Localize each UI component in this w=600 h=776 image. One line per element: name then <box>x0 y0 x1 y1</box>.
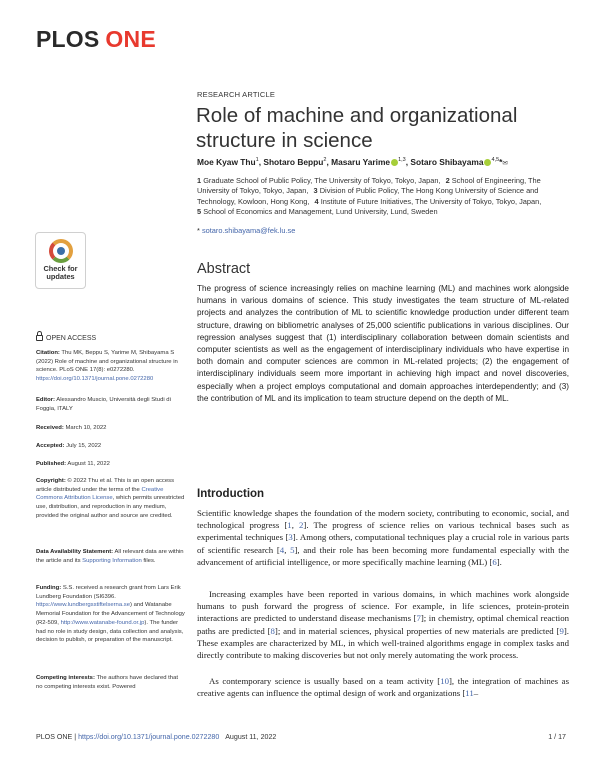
accepted-date: Accepted: July 15, 2022 <box>36 443 102 449</box>
competing-interests: Competing interests: The authors have declared that no competing interests exist. Powered <box>36 675 178 690</box>
copyright: Copyright: © 2022 Thu et al. This is an open access article distributed under the terms of the Creative Commons Attribution License, which permits unrestricted use, distribution, and reproduction in any medium, provided the original author and source are credited. <box>36 478 185 519</box>
crossmark-icon <box>49 239 73 263</box>
citation: Citation: Thu MK, Beppu S, Yarime M, Shibayama S (2022) Role of machine and organizational structure in science. PLoS ONE 17(8): e0272280. https://doi.org/10.1371/journal.pone.0272280 <box>36 350 178 383</box>
badge-label-1: Check for <box>43 264 78 273</box>
citation-doi-link[interactable]: https://doi.org/10.1371/journal.pone.0272280 <box>36 376 154 383</box>
envelope-icon[interactable]: ✉ <box>502 160 508 167</box>
affiliation: Division of Public Policy, The Hong Kong University of Science and Technology, Kowloon, Hong Kong, <box>197 186 539 206</box>
footer-date: August 11, 2022 <box>225 733 277 741</box>
journal-logo <box>36 26 156 53</box>
author-affiliation: 1 <box>255 157 259 164</box>
corresponding-mark: * <box>499 157 503 167</box>
email-link[interactable]: sotaro.shibayama@fek.lu.se <box>201 226 296 235</box>
author-list: Moe Kyaw Thu$^1$, Shotaro Beppu$^2$, Masaru Yarime $^{1,3}$, Sotaro Shibayama $^{4,5}$*✉ <box>197 157 508 167</box>
abstract-text: The progress of science increasingly relies on machine learning (ML) and machines work alongside humans in various domains of science. This study investigates the team structure of ML-related projects and analyzes the contribution of ML to scientific knowledge production under different team structure, drawing on bibliometric analyses of 25,000 scientific publications in various disciplines. Our regression analyses suggest that (1) interdisciplinary collaboration between domain scientists and computer scientists as well as the engagement of interdisciplinary individuals who have expertise in both domain and computer sciences are common in ML-related projects; (2) the engagement of interdisciplinary individuals seem more important in achieving high impact and novel discoveries, especially when a project employs computational and domain approaches interdependently; and (3) the contribution of ML and its implication to team structure depend on the depth of ML. <box>197 284 569 403</box>
citation-link[interactable]: 2 <box>299 520 304 531</box>
affiliation: Graduate School of Public Policy, The University of Tokyo, Tokyo, Japan, <box>203 176 441 185</box>
citation-link[interactable]: 7 <box>416 613 421 624</box>
citation-link[interactable]: 3 <box>288 532 293 543</box>
article-title: Role of machine and organizational structure in science <box>196 104 518 152</box>
affiliation: School of Economics and Management, Lund University, Lund, Sweden <box>203 207 438 217</box>
citation-link[interactable]: 9 <box>559 625 564 636</box>
abstract-heading: Abstract <box>197 261 251 277</box>
author-name[interactable]: Moe Kyaw Thu <box>197 157 256 167</box>
open-access: OPEN ACCESS <box>36 335 96 342</box>
citation-link[interactable]: 6 <box>492 556 497 567</box>
intro-paragraph: Increasing examples have been reported in various domains, in which machines work alongside humans to push forward the progress of science. For example, in life sciences, protein-protein interactions are predicted to understand disease mechanisms [7]; in chemistry, optimal chemical reaction paths are predicted [8]; and in material sciences, physical properties of new materials are predicted [9]. These examples are characterized by ML, in which well-trained algorithms engage in complex tasks and directly contribute to making discoveries but not only merely automating the work process. <box>197 589 570 661</box>
affiliation-list: 1 Graduate School of Public Policy, The University of Tokyo, Tokyo, Japan, 2 School of Engineering, The University of Tokyo, Tokyo, Japan, 3 Division of Public Policy, The Hong Kong University of Science and Technology, Kowloon, Hong Kong, 4 Institute of Future Initiatives, The University of Tokyo, Tokyo, Japan, 5 School of Economics and Management, Lund University, Lund, Sweden <box>197 176 542 217</box>
badge-label-2: updates <box>46 272 75 281</box>
affiliation: Institute of Future Initiatives, The University of Tokyo, Tokyo, Japan, <box>320 196 542 206</box>
author-name[interactable]: Masaru Yarime <box>331 157 391 167</box>
author-affiliation: 4,5 <box>491 157 500 164</box>
affiliation: School of Engineering, The University of Tokyo, Tokyo, Japan, <box>197 176 541 196</box>
intro-paragraph: Scientific knowledge shapes the foundation of the modern society, contributing to economic, social, and technological progress [1, 2]. The progress of science relies on various technical bases such as experimental techniques [3]. Among others, computational techniques play a crucial role in various parts of scientific research [4, 5], and their role has been becoming more fundamental especially with the advancement of artificial intelligence, or more specifically machine learning (ML) [6]. <box>197 508 569 567</box>
editor: Editor: Alessandro Muscio, Università degli Studi di Foggia, ITALY <box>36 397 171 412</box>
citation-link[interactable]: 11 <box>465 688 474 699</box>
citation-link[interactable]: 8 <box>270 625 275 636</box>
introduction-heading: Introduction <box>197 488 265 500</box>
author-name[interactable]: Sotaro Shibayama <box>410 157 484 167</box>
supporting-information-link[interactable]: Supporting Information <box>82 557 142 564</box>
funding: Funding: S.S. received a research grant from Lars Erik Lundberg Foundation (SI6396. https://www.lundbergsstiftelserna.se) and Watanabe Memorial Foundation for the Advancement of Technology (R2-509, http://www.watanabe-found.or.jp). The funder had no role in study design, data collection and analysis, decision to publish, or preparation of the manuscript. <box>36 585 185 644</box>
page-footer: PLOS ONE | https://doi.org/10.1371/journal.pone.0272280 August 11, 2022 1 / 17 <box>36 733 566 741</box>
author-affiliation: 1,3 <box>398 157 406 164</box>
funding-link[interactable]: http://www.watanabe-found.or.jp <box>60 619 145 626</box>
logo-one: ONE <box>105 26 156 52</box>
check-for-updates-badge[interactable] <box>35 232 86 289</box>
footer-journal: PLOS ONE <box>36 733 73 741</box>
footer-doi-link[interactable]: https://doi.org/10.1371/journal.pone.0272280 <box>78 733 220 741</box>
intro-paragraph: As contemporary science is usually based on a team activity [10], the integration of machines as creative agents can influence the optimal design of work and organizations [11– <box>197 676 569 699</box>
author-affiliation: 2 <box>323 157 327 164</box>
citation-link[interactable]: 4 <box>279 544 285 555</box>
open-lock-icon <box>36 335 43 341</box>
citation-link[interactable]: 1 <box>287 520 292 531</box>
article-type: RESEARCH ARTICLE <box>197 90 276 99</box>
data-availability: Data Availability Statement: All relevant data are within the article and its Supporting Information files. <box>36 549 184 564</box>
license-link[interactable]: Creative Commons Attribution License <box>36 486 164 502</box>
received-date: Received: March 10, 2022 <box>36 425 107 431</box>
citation-link[interactable]: 5 <box>290 544 295 555</box>
funding-link[interactable]: https://www.lundbergsstiftelserna.se <box>36 602 130 609</box>
page-number: 1 / 17 <box>548 733 566 741</box>
correspondence: * sotaro.shibayama@fek.lu.se <box>197 226 296 235</box>
published-date: Published: August 11, 2022 <box>36 461 110 467</box>
logo-plos: PLOS <box>36 26 100 52</box>
citation-link[interactable]: 10 <box>440 676 449 686</box>
author-name[interactable]: Shotaro Beppu <box>263 157 324 167</box>
